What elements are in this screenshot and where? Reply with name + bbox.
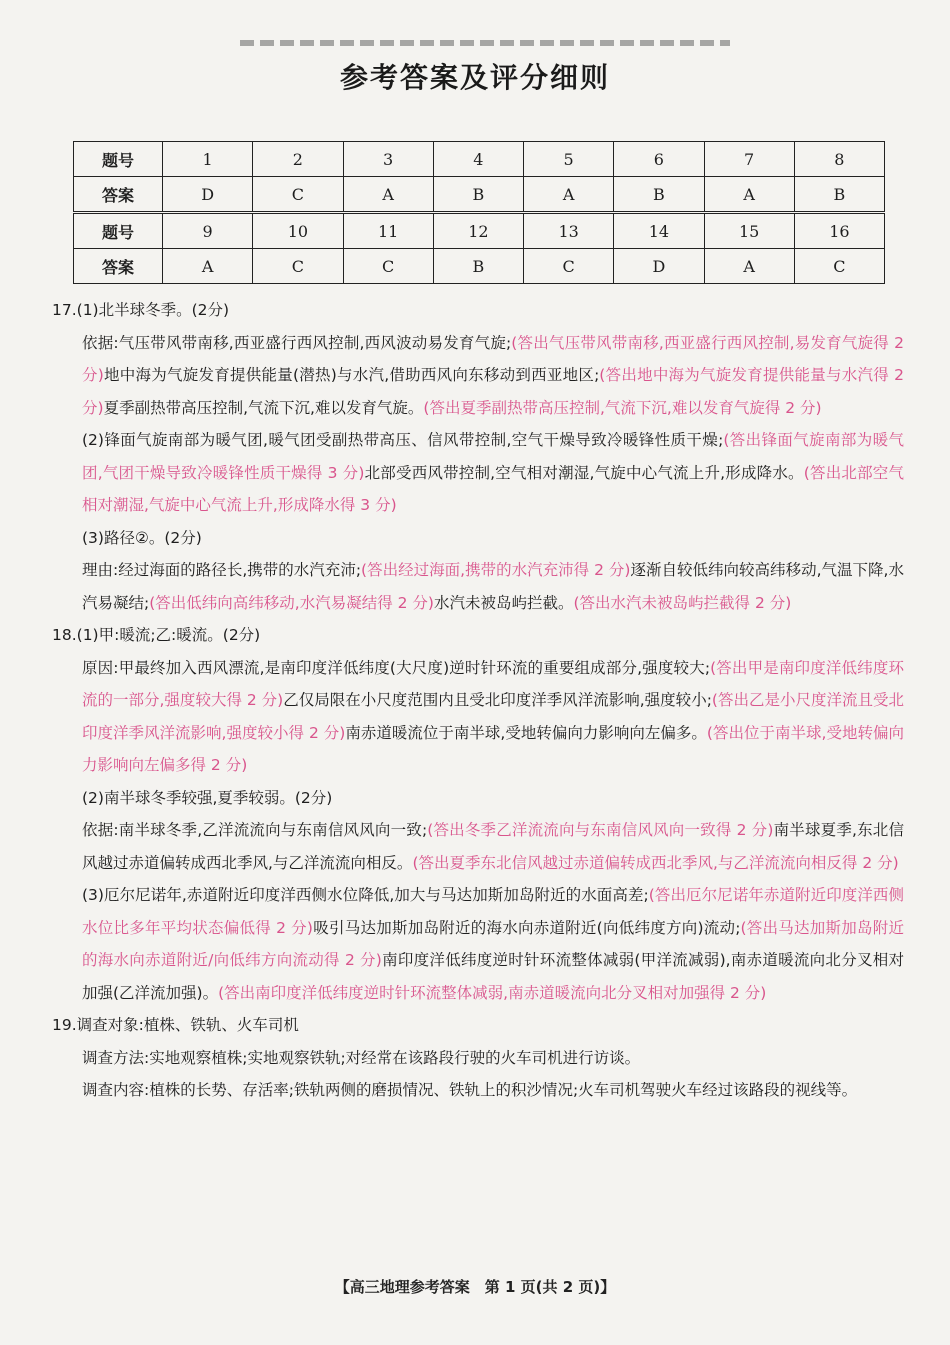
scoring-note: (答出甲是南印度洋低纬度环流的一部分,强度较大得 2 分) [82,658,904,709]
cropped-header-line [240,40,730,46]
scoring-note: (答出气压带风带南移,西亚盛行西风控制,易发育气旋得 2 分) [82,333,904,384]
answer-text: 吸引马达加斯加岛附近的海水向赤道附近(向低纬度方向)流动; [312,918,741,937]
table-row [74,177,885,213]
table-row [74,249,885,284]
q18-part1-explanation [52,652,904,782]
row-header: 题号 [74,213,163,249]
q19-method: 调查方法:实地观察植株;实地观察铁轨;对经常在该路段行驶的火车司机进行访谈。 [82,1048,641,1067]
row-header: 答案 [74,249,163,284]
table-cell: 5 [524,142,614,177]
table-cell: 6 [614,142,704,177]
table-cell: C [794,249,884,284]
table-cell: 16 [794,213,884,249]
table-cell: 3 [343,142,433,177]
answer-text: 地中海为气旋发育提供能量(潜热)与水汽,借助西风向东移动到西亚地区; [103,366,600,384]
q17-part2 [52,424,904,522]
table-cell: B [794,177,884,213]
table-cell: B [433,177,523,213]
q18-part3 [52,879,904,1009]
q18-part2-heading: (2)南半球冬季较强,夏季较弱。(2分) [82,788,333,807]
q18-part1-heading: 18.(1)甲:暖流;乙:暖流。(2分) [52,626,261,644]
answer-text: (3)厄尔尼诺年,赤道附近印度洋西侧水位降低,加大与马达加斯加岛附近的水面高差; [82,886,649,904]
table-row [74,142,885,177]
table-cell: 8 [794,142,884,177]
answer-body [52,294,904,1107]
answer-table [73,141,885,284]
table-cell: 11 [343,213,433,249]
scoring-note: (答出夏季副热带高压控制,气流下沉,难以发育气旋得 2 分) [423,398,822,417]
scoring-note: (答出水汽未被岛屿拦截得 2 分) [573,593,792,612]
table-cell: 4 [433,142,523,177]
q17-part3-heading: (3)路径②。(2分) [82,528,202,547]
scoring-note: (答出位于南半球,受地转偏向力影响向左偏多得 2 分) [82,723,904,774]
answer-text: 依据:南半球冬季,乙洋流流向与东南信风风向一致; [82,821,428,839]
answer-text: 夏季副热带高压控制,气流下沉,难以发育气旋。 [103,398,424,417]
answer-text: 南印度洋低纬度逆时针环流整体减弱(甲洋流减弱),南赤道暖流向北分叉相对加强(乙洋流加强)。 [82,951,904,1002]
table-cell: 12 [433,213,523,249]
table-cell: A [704,249,794,284]
row-header: 题号 [74,142,163,177]
answer-text: 水汽未被岛屿拦截。 [433,593,574,612]
scoring-note: (答出马达加斯加岛附近的海水向赤道附近/向低纬方向流动得 2 分) [82,918,904,969]
scoring-note: (答出低纬向高纬移动,水汽易凝结得 2 分) [149,593,434,612]
table-cell: B [433,249,523,284]
scoring-note: (答出乙是小尺度洋流且受北印度洋季风洋流影响,强度较小得 2 分) [82,691,904,742]
q18-part2-explanation [52,814,904,879]
page-footer: 【高三地理参考答案 第 1 页(共 2 页)】 [334,1278,616,1296]
scoring-note: (答出锋面气旋南部为暖气团,气团干燥导致冷暖锋性质干燥得 3 分) [82,431,904,482]
table-cell: C [343,249,433,284]
table-cell: 1 [163,142,253,177]
q17-part1-explanation [52,327,904,425]
table-cell: B [614,177,704,213]
scoring-note: (答出南印度洋低纬度逆时针环流整体减弱,南赤道暖流向北分叉相对加强得 2 分) [218,983,767,1002]
q17-part3-explanation [52,554,904,619]
q19-heading: 19.调查对象:植株、铁轨、火车司机 [52,1016,299,1034]
scoring-note: (答出夏季东北信风越过赤道偏转成西北季风,与乙洋流流向相反得 2 分) [412,853,899,872]
table-cell: 13 [524,213,614,249]
q17-part1-heading: 17.(1)北半球冬季。(2分) [52,301,230,319]
answer-text: 原因:甲最终加入西风漂流,是南印度洋低纬度(大尺度)逆时针环流的重要组成部分,强度较大; [82,658,711,677]
scoring-note: (答出厄尔尼诺年赤道附近印度洋西侧水位比多年平均状态偏低得 2 分) [82,886,904,937]
scoring-note: (答出地中海为气旋发育提供能量与水汽得 2 分) [82,366,904,417]
answer-text: 理由:经过海面的路径长,携带的水汽充沛; [82,561,362,579]
q19-content: 调查内容:植株的长势、存活率;铁轨两侧的磨损情况、铁轨上的积沙情况;火车司机驾驶火车经过该路段的视线等。 [82,1081,858,1099]
table-cell: A [163,249,253,284]
answer-text: 逐渐自较低纬向较高纬移动,气温下降,水汽易凝结; [82,561,904,612]
table-row [74,213,885,249]
answer-text: 北部受西风带控制,空气相对潮湿,气旋中心气流上升,形成降水。 [364,463,804,482]
answer-text: 南半球夏季,东北信风越过赤道偏转成西北季风,与乙洋流流向相反。 [82,821,905,872]
table-cell: A [343,177,433,213]
table-cell: 15 [704,213,794,249]
answer-text: (2)锋面气旋南部为暖气团,暖气团受副热带高压、信风带控制,空气干燥导致冷暖锋性质干燥; [82,431,724,449]
answer-text: 乙仅局限在小尺度范围内且受北印度洋季风洋流影响,强度较小; [283,691,712,709]
table-cell: 2 [253,142,343,177]
table-cell: C [524,249,614,284]
scoring-note: (答出经过海面,携带的水汽充沛得 2 分) [361,561,631,579]
answer-text: 依据:气压带风带南移,西亚盛行西风控制,西风波动易发育气旋; [82,333,512,352]
table-cell: 14 [614,213,704,249]
scoring-note: (答出北部空气相对潮湿,气旋中心气流上升,形成降水得 3 分) [82,463,904,514]
table-cell: D [163,177,253,213]
table-cell: 10 [253,213,343,249]
table-cell: 9 [163,213,253,249]
scoring-note: (答出冬季乙洋流流向与东南信风风向一致得 2 分) [427,821,774,839]
table-cell: 7 [704,142,794,177]
table-cell: C [253,249,343,284]
row-header: 答案 [74,177,163,213]
table-cell: D [614,249,704,284]
table-cell: A [524,177,614,213]
page-title: 参考答案及评分细则 [339,61,610,94]
table-cell: C [253,177,343,213]
answer-text: 南赤道暖流位于南半球,受地转偏向力影响向左偏多。 [345,723,707,742]
table-cell: A [704,177,794,213]
